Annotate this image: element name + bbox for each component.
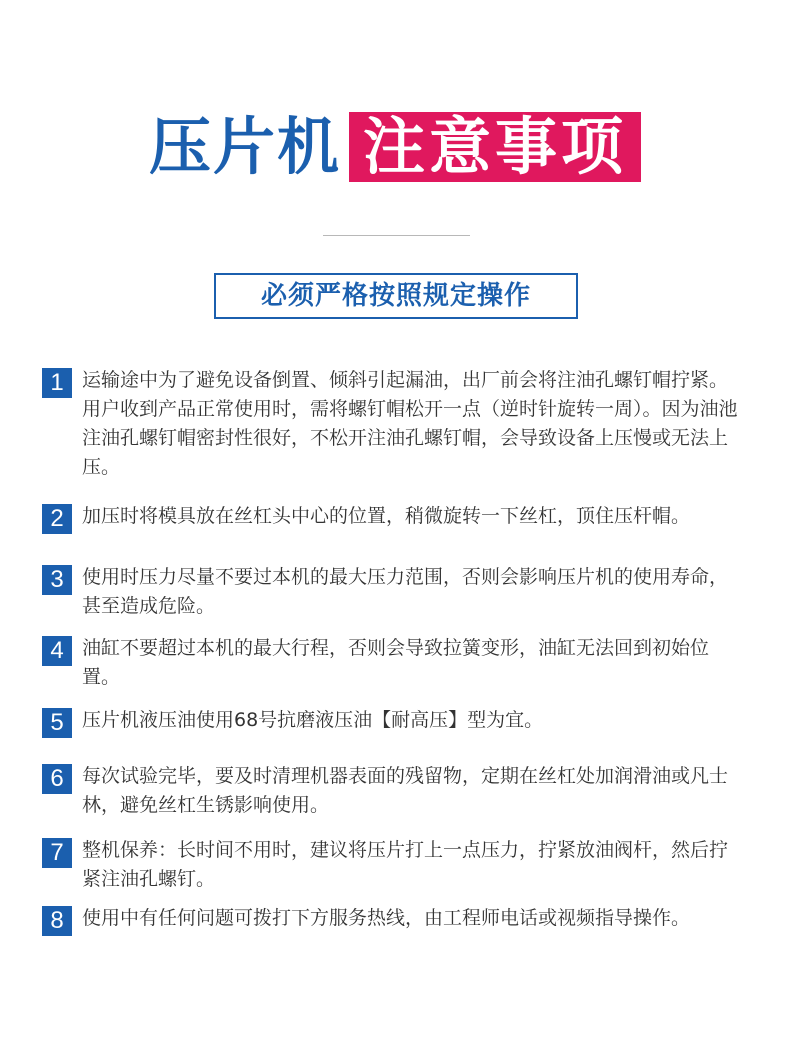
item-number-badge: 6	[42, 764, 72, 794]
item-text: 使用中有任何问题可拨打下方服务热线，由工程师电话或视频指导操作。	[82, 907, 691, 929]
item-number-badge: 1	[42, 368, 72, 398]
item-text: 油缸不要超过本机的最大行程，否则会导致拉簧变形，油缸无法回到初始位置。	[82, 637, 710, 688]
title-divider	[323, 235, 470, 236]
title-machine-name: 压片机	[148, 110, 341, 183]
item-text: 每次试验完毕，要及时清理机器表面的残留物，定期在丝杠处加润滑油或凡士林，避免丝杠生锈影响使用。	[82, 765, 729, 816]
item-number-badge: 2	[42, 504, 72, 534]
title-notice-banner: 注意事项	[349, 112, 641, 182]
page-title	[0, 112, 790, 182]
item-text: 运输途中为了避免设备倒置、倾斜引起漏油，出厂前会将注油孔螺钉帽拧紧。用户收到产品正常使用时，需将螺钉帽松开一点（逆时针旋转一周）。因为油池注油孔螺钉帽密封性很好，不松开注油孔螺钉帽，会导致设备上压慢或无法上压。	[82, 369, 738, 478]
item-number-badge: 7	[42, 838, 72, 868]
item-number-badge: 5	[42, 708, 72, 738]
item-text: 加压时将模具放在丝杠头中心的位置，稍微旋转一下丝杠，顶住压杆帽。	[82, 505, 691, 527]
item-number-badge: 4	[42, 636, 72, 666]
item-text: 整机保养：长时间不用时，建议将压片打上一点压力，拧紧放油阀杆，然后拧紧注油孔螺钉。	[82, 839, 729, 890]
item-number-badge: 3	[42, 565, 72, 595]
subtitle-box: 必须严格按照规定操作	[214, 273, 578, 319]
item-number-badge: 8	[42, 906, 72, 936]
item-text: 使用时压力尽量不要过本机的最大压力范围，否则会影响压片机的使用寿命，甚至造成危险。	[82, 566, 729, 617]
item-text: 压片机液压油使用68号抗磨液压油【耐高压】型为宜。	[82, 709, 544, 731]
